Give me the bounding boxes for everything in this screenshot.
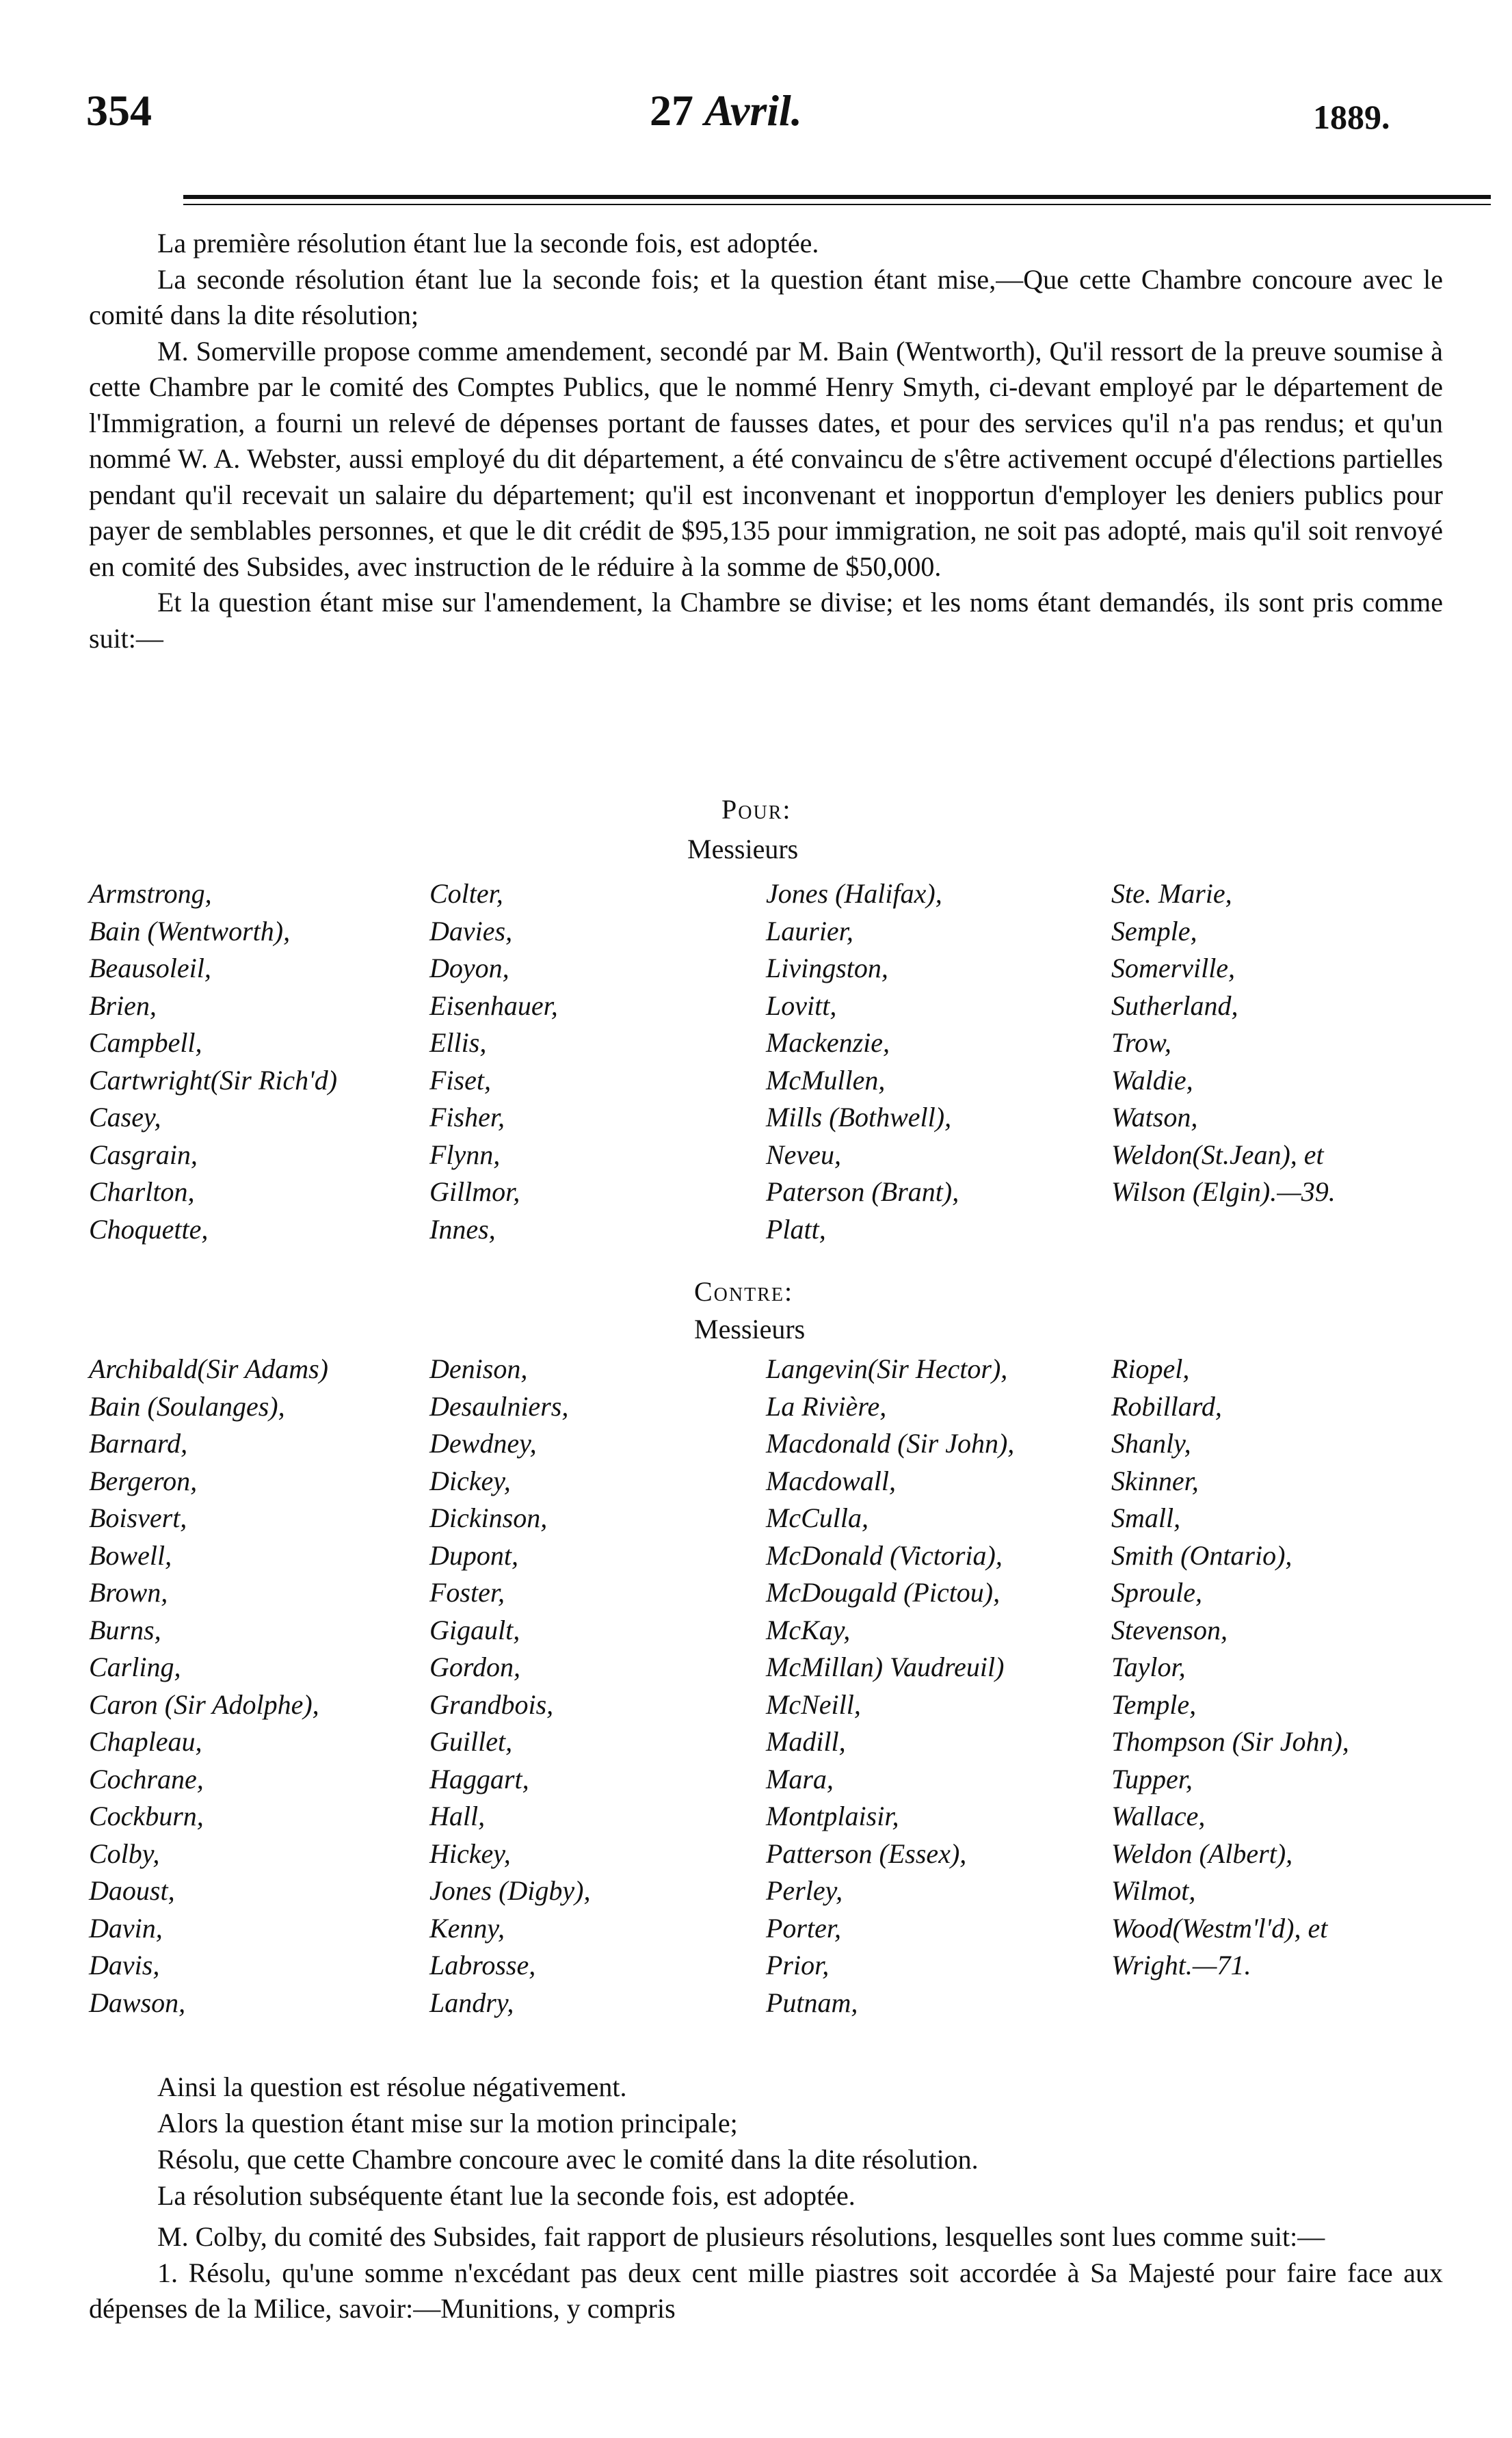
page-date — [650, 85, 802, 136]
list-item: Wood(Westm'l'd), et — [1111, 1912, 1328, 1944]
list-item: Fisher, — [429, 1102, 505, 1132]
list-item: Gillmor, — [429, 1176, 520, 1207]
list-item: Waldie, — [1111, 1064, 1193, 1096]
list-item: Eisenhauer, — [429, 990, 558, 1021]
list-item: Hickey, — [429, 1838, 511, 1869]
contre-column-3 — [766, 1351, 1014, 2022]
list-item: Wallace, — [1111, 1801, 1206, 1831]
list-item: Caron (Sir Adolphe), — [89, 1688, 319, 1720]
opening-text — [89, 226, 1443, 657]
list-item: Ste. Marie, — [1111, 878, 1232, 909]
list-item: Watson, — [1111, 1102, 1198, 1132]
page-number: 354 — [86, 86, 152, 135]
list-item: Small, — [1111, 1502, 1181, 1533]
header-rule-thin — [183, 204, 1491, 205]
paragraph: M. Colby, du comité des Subsides, fait rapport de plusieurs résolutions, lesquelles sont lues comme suit:— — [157, 2221, 1325, 2252]
list-item: Dickey, — [429, 1465, 511, 1496]
list-item: Archibald(Sir Adams) — [89, 1353, 328, 1384]
list-item: McDonald (Victoria), — [766, 1539, 1003, 1571]
list-item: Jones (Halifax), — [766, 878, 942, 909]
paragraph: M. Somerville propose comme amendement, secondé par M. Bain (Wentworth), Qu'il ressort de la preuve soumise à cette Chambre par le comité des Comptes Publics, que le nommé Henry Smyth, ci-devant employé par le département de l'Immigration, a fourni un relevé de dépenses portant de fausses dates, et pour des services qu'il n'a pas rendus; et qu'un nommé W. A. Webster, aussi employé du dit département, a été convaincu de s'être activement occupé d'élections partielles pendant qu'il recevait un salaire du département; qu'il est inconvenant et inopportun d'employer les deniers publics pour payer de semblables personnes, et que le dit crédit de $95,135 pour immigration, ne soit pas adopté, mais qu'il soit renvoyé en comité des Subsides, avec instruction de le réduire à la somme de $50,000. — [89, 335, 1443, 582]
date-day: 27 — [650, 86, 693, 135]
list-item: Dewdney, — [429, 1428, 537, 1459]
list-item: Wright.—71. — [1111, 1950, 1251, 1980]
list-item: Trow, — [1111, 1027, 1171, 1058]
list-item: Cartwright(Sir Rich'd) — [89, 1064, 338, 1096]
list-item: Semple, — [1111, 915, 1197, 946]
paragraph: Résolu, que cette Chambre concoure avec le comité dans la dite résolution. — [157, 2144, 979, 2175]
list-item: Neveu, — [766, 1139, 841, 1170]
list-item: Prior, — [766, 1950, 830, 1980]
paragraph: La seconde résolution étant lue la seconde fois; et la question étant mise,—Que cette Chambre concoure avec le comité dans la dite résolution; — [89, 263, 1443, 330]
list-item: McCulla, — [766, 1502, 868, 1533]
list-item: Robillard, — [1111, 1390, 1222, 1422]
list-item: Innes, — [429, 1213, 496, 1245]
pour-heading: Pour: — [721, 794, 792, 825]
list-item: Jones (Digby), — [429, 1875, 591, 1906]
list-item: Laurier, — [766, 915, 853, 946]
list-item: Dupont, — [429, 1539, 518, 1571]
list-item: Davies, — [429, 915, 513, 946]
list-item: Perley, — [766, 1875, 843, 1906]
pour-column-2 — [429, 875, 558, 1248]
pour-column-3 — [766, 875, 959, 1248]
contre-heading: Contre: — [694, 1276, 794, 1307]
list-item: Lovitt, — [766, 990, 837, 1021]
pour-column-4 — [1111, 875, 1336, 1211]
list-item: Weldon(St.Jean), et — [1111, 1139, 1324, 1170]
list-item: Stevenson, — [1111, 1614, 1228, 1645]
list-item: Mackenzie, — [766, 1027, 890, 1058]
list-item: Armstrong, — [89, 878, 212, 909]
list-item: Macdonald (Sir John), — [766, 1428, 1015, 1459]
contre-column-2 — [429, 1351, 590, 2022]
list-item: Wilson (Elgin).—39. — [1111, 1176, 1336, 1207]
list-item: Bergeron, — [89, 1465, 198, 1496]
list-item: Dickinson, — [429, 1502, 548, 1533]
list-item: Ellis, — [429, 1027, 487, 1058]
list-item: Macdowall, — [766, 1465, 896, 1496]
list-item: Paterson (Brant), — [766, 1176, 959, 1207]
pour-subheading: Messieurs — [687, 834, 799, 864]
contre-column-1 — [89, 1351, 328, 2022]
list-item: Cockburn, — [89, 1801, 204, 1831]
list-item: McKay, — [766, 1614, 851, 1645]
paragraph: Alors la question étant mise sur la motion principale; — [157, 2108, 738, 2138]
paragraph: Ainsi la question est résolue négativement. — [157, 2071, 627, 2102]
list-item: McNeill, — [766, 1688, 861, 1720]
contre-subheading: Messieurs — [694, 1314, 806, 1344]
list-item: Casgrain, — [89, 1139, 198, 1170]
list-item: Choquette, — [89, 1213, 209, 1245]
list-item: Davis, — [89, 1950, 160, 1980]
list-item: Madill, — [766, 1726, 846, 1757]
list-item: Daoust, — [89, 1875, 175, 1906]
page-year: 1889. — [1313, 98, 1390, 136]
list-item: Livingston, — [766, 953, 888, 983]
list-item: Shanly, — [1111, 1428, 1191, 1459]
list-item: Tupper, — [1111, 1763, 1193, 1794]
list-item: Wilmot, — [1111, 1875, 1196, 1906]
paragraph: 1. Résolu, qu'une somme n'excédant pas deux cent mille piastres soit accordée à Sa Majesté pour faire face aux dépenses de la Milice, savoir:—Munitions, y compris — [89, 2257, 1443, 2324]
list-item: McDougald (Pictou), — [766, 1577, 1000, 1608]
list-item: Haggart, — [429, 1763, 529, 1794]
list-item: Barnard, — [89, 1428, 188, 1459]
list-item: Montplaisir, — [766, 1801, 899, 1831]
list-item: Brien, — [89, 990, 157, 1021]
list-item: Putnam, — [766, 1987, 858, 2018]
list-item: Skinner, — [1111, 1465, 1199, 1496]
list-item: Burns, — [89, 1614, 161, 1645]
list-item: Flynn, — [429, 1139, 501, 1170]
date-month: Avril. — [704, 86, 802, 135]
list-item: Grandbois, — [429, 1688, 554, 1720]
list-item: Foster, — [429, 1577, 505, 1608]
list-item: Mara, — [766, 1763, 834, 1794]
list-item: Colby, — [89, 1838, 160, 1869]
list-item: Kenny, — [429, 1912, 505, 1944]
list-item: Campbell, — [89, 1027, 202, 1058]
list-item: McMullen, — [766, 1064, 886, 1096]
list-item: Platt, — [766, 1213, 826, 1245]
list-item: McMillan) Vaudreuil) — [766, 1652, 1005, 1682]
list-item: Taylor, — [1111, 1652, 1186, 1682]
report-text — [89, 2219, 1443, 2327]
contre-column-4 — [1111, 1351, 1349, 1985]
list-item: Hall, — [429, 1801, 486, 1831]
list-item: Smith (Ontario), — [1111, 1539, 1292, 1571]
list-item: Desaulniers, — [429, 1390, 569, 1422]
list-item: Langevin(Sir Hector), — [766, 1353, 1008, 1384]
list-item: Bain (Soulanges), — [89, 1390, 285, 1422]
list-item: Riopel, — [1111, 1353, 1190, 1384]
paragraph: La première résolution étant lue la seconde fois, est adoptée. — [157, 228, 819, 259]
list-item: Gordon, — [429, 1652, 520, 1682]
list-item: Boisvert, — [89, 1502, 187, 1533]
paragraph: La résolution subséquente étant lue la seconde fois, est adoptée. — [157, 2180, 856, 2211]
list-item: Dawson, — [89, 1987, 186, 2018]
list-item: Brown, — [89, 1577, 168, 1608]
list-item: Bowell, — [89, 1539, 172, 1571]
list-item: Davin, — [89, 1912, 163, 1944]
list-item: Mills (Bothwell), — [766, 1102, 952, 1132]
list-item: Charlton, — [89, 1176, 195, 1207]
list-item: Weldon (Albert), — [1111, 1838, 1293, 1869]
list-item: Doyon, — [429, 953, 509, 983]
list-item: Gigault, — [429, 1614, 520, 1645]
list-item: Sproule, — [1111, 1577, 1202, 1608]
list-item: Fiset, — [429, 1064, 491, 1096]
list-item: Guillet, — [429, 1726, 513, 1757]
list-item: Denison, — [429, 1353, 528, 1384]
list-item: Colter, — [429, 878, 503, 909]
pour-column-1 — [89, 875, 337, 1248]
list-item: Porter, — [766, 1912, 841, 1944]
list-item: Thompson (Sir John), — [1111, 1726, 1349, 1757]
list-item: Somerville, — [1111, 953, 1236, 983]
list-item: Patterson (Essex), — [766, 1838, 967, 1869]
list-item: Labrosse, — [429, 1950, 536, 1980]
list-item: Chapleau, — [89, 1726, 202, 1757]
list-item: Cochrane, — [89, 1763, 204, 1794]
closing-text — [89, 2069, 1443, 2214]
header-rule-thick — [183, 195, 1491, 199]
list-item: La Rivière, — [766, 1390, 887, 1422]
list-item: Carling, — [89, 1652, 181, 1682]
list-item: Sutherland, — [1111, 990, 1238, 1021]
paragraph: Et la question étant mise sur l'amendement, la Chambre se divise; et les noms étant demandés, ils sont pris comme suit:— — [89, 587, 1443, 654]
list-item: Beausoleil, — [89, 953, 211, 983]
list-item: Casey, — [89, 1102, 161, 1132]
list-item: Temple, — [1111, 1688, 1197, 1720]
list-item: Bain (Wentworth), — [89, 915, 291, 946]
list-item: Landry, — [429, 1987, 514, 2018]
